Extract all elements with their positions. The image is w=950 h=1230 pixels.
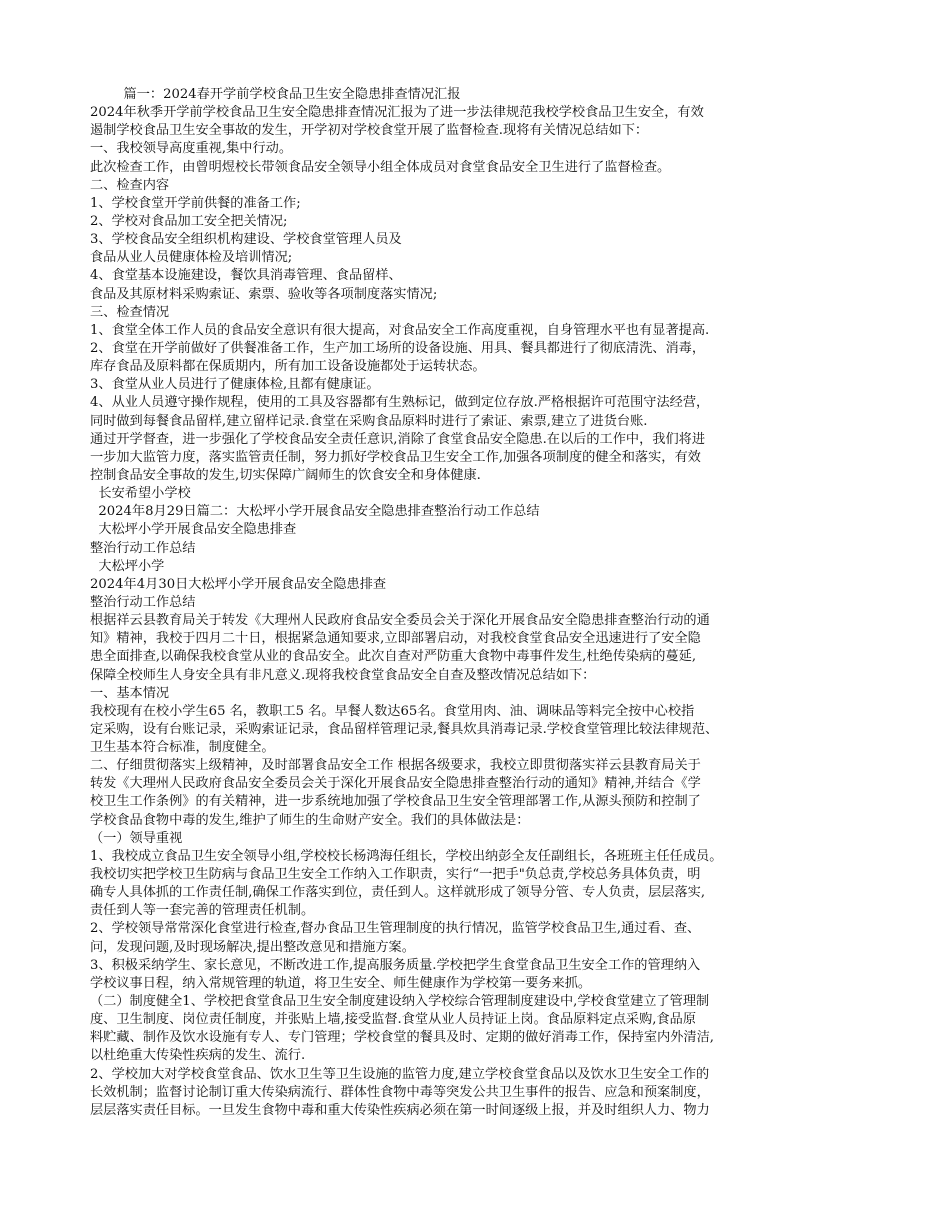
text-line: 以杜绝重大传染性疾病的发生、流行. [90, 1048, 306, 1064]
text-line: 遏制学校食品卫生安全事故的发生，开学初对学校食堂开展了监督检查.现将有关情况总结如下： [90, 123, 649, 139]
text-line: 2、学校对食品加工安全把关情况; [90, 213, 288, 229]
text-line: 我校切实把学校卫生防病与食品卫生安全工作纳入工作职责，实行“一把手"负总责,学校总务具体负责，明 [90, 867, 701, 883]
text-line: 3、积极采纳学生、家长意见，不断改进工作,提高服务质量.学校把学生食堂食品卫生安全工作的管理纳入 [90, 957, 701, 973]
text-line: 转发《大理州人民政府食品安全委员会关于深化开展食品安全隐患排查整治行动的通知》精神,并结合《学 [90, 776, 701, 792]
text-line: 问，发现问题,及时现场解决,提出整改意见和措施方案。 [90, 939, 415, 955]
text-line: 确专人具体抓的工作责任制,确保工作落实到位，责任到人。这样就形成了领导分管、专人负责，层层落实, [90, 885, 706, 901]
text-line: 此次检查工作，由曾明煜校长带领食品安全领导小组全体成员对食堂食品安全卫生进行了监督检查。 [90, 159, 671, 175]
text-line: 一步加大监管力度，落实监管责任制，努力抓好学校食品卫生安全工作,加强各项制度的健全和落实，有效 [90, 449, 701, 465]
text-line: 2、学校加大对学校食堂食品、饮水卫生等卫生设施的监管力度,建立学校食堂食品以及饮水卫生安全工作的 [90, 1066, 710, 1082]
text-line: 定采购，设有台账记录，采购索证记录，食品留样管理记录,餐具炊具消毒记录.学校食堂管理比较法律规范、 [90, 721, 719, 737]
text-line: 保障全校师生人身安全具有非凡意义.现将我校食堂食品安全自查及整改情况总结如下： [90, 667, 596, 683]
text-line: 一、我校领导高度重视,集中行动。 [90, 141, 293, 157]
text-line: 2024年秋季开学前学校食品卫生安全隐患排查情况汇报为了进一步法律规范我校学校食品卫生安全，有效 [90, 105, 704, 121]
text-line: 1、食堂全体工作人员的食品安全意识有很大提高，对食品安全工作高度重视，自身管理水平也有显著提高. [90, 322, 710, 338]
text-line: 大松坪小学开展食品安全隐患排查 [90, 522, 297, 538]
text-line: 通过开学督查，进一步强化了学校食品安全责任意识,消除了食堂食品安全隐患.在以后的工作中，我们将进 [90, 431, 706, 447]
text-line: 知》精神，我校于四月二十日，根据紧急通知要求,立即部署启动，对我校食堂食品安全迅速进行了安全隐 [90, 631, 701, 647]
text-line: 层层落实责任目标。一旦发生食物中毒和重大传染性疾病必须在第一时间逐级上报，并及时组织人力、物力 [90, 1102, 710, 1118]
text-line: 患全面排查,以确保我校食堂从业的食品安全。此次自查对严防重大食物中毒事件发生,杜绝传染病的蔓延, [90, 649, 697, 665]
text-line: 我校现有在校小学生65 名，教职工5 名。早餐人数达65名。食堂用肉、油、调味品等料完全按中心校指 [90, 703, 695, 719]
text-line: 二、仔细贯彻落实上级精神，及时部署食品安全工作 根据各级要求，我校立即贯彻落实祥云县教育局关于 [90, 758, 701, 774]
text-line: 长安希望小学校 [90, 486, 191, 502]
text-line: 度、卫生制度、岗位责任制度，并张贴上墙,接受监督.食堂从业人员持证上岗。食品原料定点采购,食品原 [90, 1012, 697, 1028]
text-line: 4、从业人员遵守操作规程，使用的工具及容器都有生熟标记，做到定位存放.严格根据许可范围守法经营， [90, 395, 710, 411]
text-line: 责任到人等一套完善的管理责任机制。 [90, 903, 315, 919]
text-line: 2、学校领导常常深化食堂进行检查,督办食品卫生管理制度的执行情况，监管学校食品卫生,通过看、查、 [90, 921, 701, 937]
document-body [90, 86, 870, 1120]
text-line: 同时做到每餐食品留样,建立留样记录.食堂在采购食品原料时进行了索证、索票,建立了进货台账. [90, 413, 648, 429]
text-line: 校卫生工作条例》的有关精神，进一步系统地加强了学校食品卫生安全管理部署工作,从源头预防和控制了 [90, 794, 701, 810]
text-line: 库存食品及原料都在保质期内，所有加工设备设施都处于运转状态。 [90, 359, 486, 375]
text-line: 一、基本情况 [90, 685, 170, 701]
text-line: 学校议事日程，纳入常规管理的轨道，将卫生安全、师生健康作为学校第一要务来抓。 [90, 975, 592, 991]
text-line: 长效机制；监督讨论制订重大传染病流行、群体性食物中毒等突发公共卫生事件的报告、应急和预案制度， [90, 1084, 710, 1100]
text-line: 4、食堂基本设施建设，餐饮具消毒管理、食品留样、 [90, 268, 402, 284]
text-line: 2024年4月30日大松坪小学开展食品安全隐患排查 [90, 576, 387, 592]
text-line: 1、我校成立食品卫生安全领导小组,学校校长杨鸿海任组长，学校出纳彭全友任副组长，各班班主任任成员。 [90, 848, 723, 864]
text-line: 篇一：2024春开学前学校食品卫生安全隐患排查情况汇报 [90, 87, 461, 102]
text-line: 料贮藏、制作及饮水设施有专人、专门管理；学校食堂的餐具及时、定期的做好消毒工作，保持室内外清洁, [90, 1030, 715, 1046]
text-line: 三、检查情况 [90, 304, 170, 320]
text-line: 1、学校食堂开学前供餐的准备工作; [90, 195, 301, 211]
text-line: 二、检查内容 [90, 177, 170, 193]
text-line: 食品从业人员健康体检及培训情况; [90, 250, 293, 266]
text-line: 2、食堂在开学前做好了供餐准备工作，生产加工场所的设备设施、用具、餐具都进行了彻底清洗、消毒， [90, 340, 706, 356]
text-line: 食品及其原材料采购索证、索票、验收等各项制度落实情况; [90, 286, 438, 302]
text-line: 3、食堂从业人员进行了健康体检,且都有健康证。 [90, 377, 380, 393]
text-line: 3、学校食品安全组织机构建设、学校食堂管理人员及 [90, 232, 402, 248]
text-line: 大松坪小学 [90, 558, 165, 574]
text-line: 卫生基本符合标准，制度健全。 [90, 740, 275, 756]
text-line: （一）领导重视 [90, 830, 183, 846]
text-line: 整治行动工作总结 [90, 540, 196, 556]
text-line: 根据祥云县教育局关于转发《大理州人民政府食品安全委员会关于深化开展食品安全隐患排查整治行动的通 [90, 613, 710, 629]
text-line: 学校食品食物中毒的发生,维护了师生的生命财产安全。我们的具体做法是： [90, 812, 530, 828]
text-line: （二）制度健全1、学校把食堂食品卫生安全制度建设纳入学校综合管理制度建设中,学校食堂建立了管理制 [90, 994, 710, 1010]
text-line: 控制食品安全事故的发生,切实保障广阔师生的饮食安全和身体健康. [90, 467, 481, 483]
text-line: 整治行动工作总结 [90, 594, 196, 610]
text-line: 2024年8月29日篇二：大松坪小学开展食品安全隐患排查整治行动工作总结 [90, 504, 540, 520]
